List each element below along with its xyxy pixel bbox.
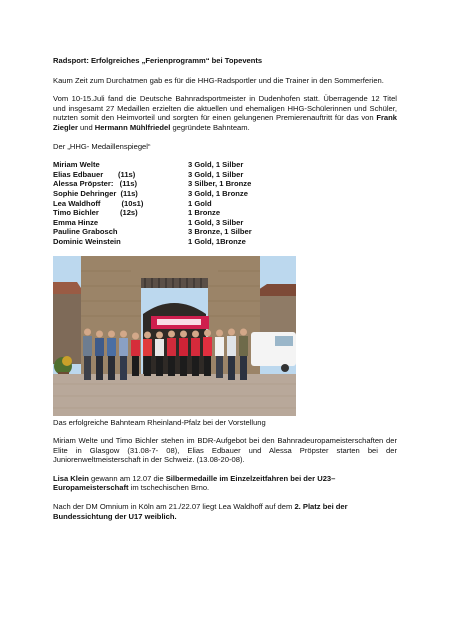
article-title: Radsport: Erfolgreiches „Ferienprogramm“ bei Topevents: [53, 56, 263, 65]
medal-highlight: Silbermedaille im Einzelzeitfahren bei der U23–Europameisterschaft: [53, 473, 336, 493]
medal-result: 3 Gold, 1 Bronze: [188, 188, 248, 198]
connector-text: und: [77, 122, 95, 132]
article-body: [53, 56, 397, 521]
medal-row: [53, 208, 397, 218]
intro-paragraph: Kaum Zeit zum Durchatmen gab es für die HHG-Radsportler und die Trainer in den Sommerferien.: [53, 75, 384, 85]
lisa-klein-paragraph: [53, 474, 397, 493]
athlete-name: Pauline Grabosch: [53, 227, 118, 237]
athlete-name: Elias Edbauer (11s): [53, 169, 136, 179]
medal-row: [53, 160, 397, 170]
medal-result: 3 Gold, 1 Silber: [188, 160, 244, 170]
lisa-klein-end: im tschechischen Brno.: [128, 483, 210, 493]
athlete-name: Timo Bichler (12s): [53, 208, 138, 218]
medal-row: [53, 170, 397, 180]
founder-name-2: Hermann Mühlfriedel: [94, 122, 171, 132]
team-photo-illustration: [53, 256, 296, 416]
medal-result: 3 Gold, 1 Silber: [188, 169, 244, 179]
medal-row: [53, 189, 397, 199]
medal-table-label: Der „HHG- Medaillenspiegel“: [53, 141, 151, 151]
championship-text: Vom 10-15.Juli fand die Deutsche Bahnradsportmeister in Dudenhofen statt. Überragende 12 Titel und insgesamt 27 Medaillen erzielten die aktuellen und ehemaligen HHG-Schülerinnen und Schüler, nutzten somit den Heimvorteil und sorgten für einen gelungenen Premierenauftritt für das von: [53, 94, 397, 123]
medal-result: 1 Bronze: [188, 208, 221, 218]
athlete-name: Emma Hinze: [53, 217, 99, 227]
championship-end: gegründete Bahnteam.: [170, 122, 250, 132]
omnium-text: Nach der DM Omnium in Köln am 21./22.07 liegt Lea Waldhoff auf dem: [53, 502, 295, 512]
athlete-highlight: Lisa Klein: [53, 473, 89, 483]
medal-row: [53, 179, 397, 189]
medal-table: [53, 160, 397, 246]
medal-row: [53, 227, 397, 237]
athlete-name: Miriam Welte: [53, 160, 100, 170]
medal-result: 3 Bronze, 1 Silber: [188, 227, 252, 237]
medal-result: 1 Gold, 1Bronze: [188, 236, 246, 246]
athlete-name: Lea Waldhoff (10s1): [53, 198, 144, 208]
medal-result: 1 Gold: [188, 198, 212, 208]
ranking-highlight: 2. Platz bei der Bundessichtung der U17 weiblich.: [53, 502, 348, 521]
athlete-name: Dominic Weinstein: [53, 236, 121, 246]
photo-caption: Das erfolgreiche Bahnteam Rheinland-Pfalz bei der Vorstellung: [53, 417, 266, 427]
medal-row: [53, 237, 397, 247]
championship-paragraph: [53, 94, 397, 132]
athlete-name: Sophie Dehringer (11s): [53, 188, 138, 198]
european-championship-paragraph: Miriam Welte und Timo Bichler stehen im BDR-Aufgebot bei den Bahnradeuropameisterschaften der Elite in Glasgow (31.08-7- 08), Elias Edbauer und Alessa Pröpster starten bei der Juniorenweltmeisterschaft in der Schweiz. (13.08-20-08).: [53, 436, 397, 465]
medal-result: 1 Gold, 3 Silber: [188, 217, 244, 227]
lisa-klein-text: gewann am 12.07 die: [88, 473, 166, 483]
founder-name-1: Frank Ziegler: [53, 113, 397, 132]
athlete-name: Alessa Pröpster: (11s): [53, 179, 137, 189]
medal-row: [53, 218, 397, 228]
team-photo: [53, 256, 296, 416]
omnium-paragraph: [53, 502, 397, 521]
medal-row: [53, 199, 397, 209]
medal-result: 3 Silber, 1 Bronze: [188, 179, 252, 189]
